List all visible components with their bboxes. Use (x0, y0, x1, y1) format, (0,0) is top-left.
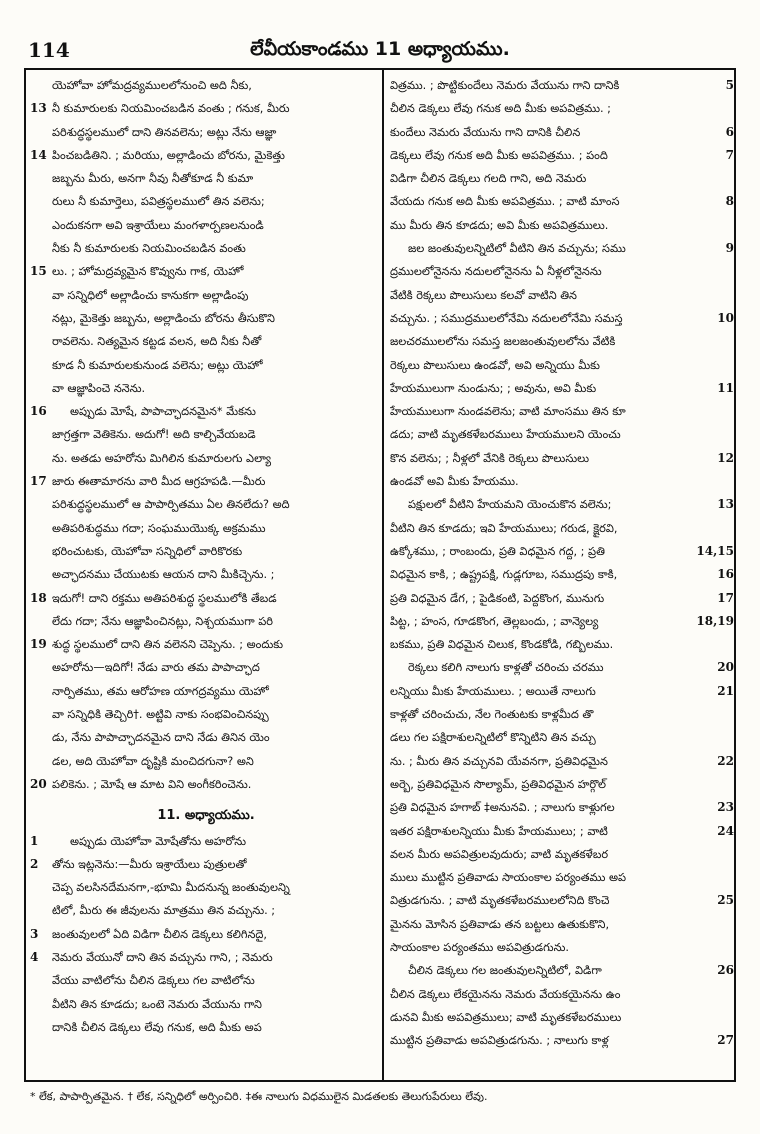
verse-text: తోను ఇట్లనెను:—మీరు ఇశ్రాయేలు పుత్రులతో (52, 857, 247, 871)
verse-number: 13 (717, 497, 734, 512)
verse-text: కాళ్లతో చరించుచు, నేల గెంతుటకు కాళ్లమీద తొ (390, 708, 594, 722)
right-verse-line (388, 470, 734, 493)
verse-text: కూడ నీ కుమారులకునుండ వలెను; అట్లు యెహో (52, 358, 263, 372)
verse-text: టిలో, మీరు ఈ జీవులను మాత్రము తిన వచ్చును. ; (52, 904, 276, 918)
verse-text: కుందేలు నెమరు వేయును గాని దానికి చీలిన (390, 125, 581, 139)
verse-text: డెక్కలు లేవు గనుక అది మీకు అపవిత్రము. ; పంది (390, 148, 608, 162)
verse-text: వేటికి రెక్కలు పొలుసులు కలవో వాటిని తిన (390, 288, 577, 302)
verse-text: ఉక్కోశము, ; రాంబందు, ప్రతి విధమైన గద్ద, ; ప్రతి (390, 544, 605, 558)
left-verse-line (30, 969, 382, 992)
verse-number: 20 (30, 776, 47, 791)
left-verse-line (30, 354, 382, 377)
verse-text: వా సన్నిధికి తెచ్చిరి†. అట్టివి నాకు సంభవించినప్పు (52, 708, 269, 722)
verse-text: యెహోవా హోమద్రవ్యములలోనుంచి అది నీకు, (52, 79, 252, 92)
left-verse-line (30, 74, 382, 97)
verse-text: ప్రతి విధమైన హగాబ్ ‡అనునవి. ; నాలుగు కాళ్లుగల (390, 801, 615, 815)
right-verse-line (388, 517, 734, 540)
left-verse-line (30, 190, 382, 213)
right-verse-line (388, 796, 734, 819)
verse-number: 13 (30, 101, 47, 116)
verse-number: 17 (30, 474, 47, 489)
verse-text: పలికెను. ; మోషే ఆ మాట విని అంగీకరించెను. (52, 777, 252, 791)
left-verse-line (30, 214, 382, 237)
verse-text: జల జంతువులన్నిటిలో వీటిని తిన వచ్చును; సము (408, 242, 626, 256)
left-verse-line (30, 97, 382, 120)
verse-text: నెమరు వేయునో దాని తిన వచ్చును గాని, ; నెమరు (52, 950, 273, 964)
right-verse-line (388, 121, 734, 144)
verse-number: 4 (30, 949, 39, 964)
verse-number: 14,15 (696, 543, 734, 558)
right-verse-line (388, 680, 734, 703)
verse-number: 2 (30, 856, 39, 871)
left-verse-line (30, 830, 382, 853)
verse-number: 22 (717, 753, 734, 768)
right-verse-line (388, 703, 734, 726)
left-verse-line (30, 237, 382, 260)
left-verse-line (30, 540, 382, 563)
left-verse-line (30, 899, 382, 922)
verse-number: 20 (717, 660, 734, 675)
verse-number: 26 (717, 963, 734, 978)
right-verse-line (388, 959, 734, 982)
verse-text: ద్రములలోనైనను నదులలోనైనను ఏ నీళ్లలోనైనను (390, 265, 602, 279)
verse-text: పక్షులలో వీటిని హేయమని యెంచుకొన వలెను; (408, 498, 612, 512)
left-verse-line (30, 167, 382, 190)
left-verse-line (30, 946, 382, 969)
verse-text: రెక్కలు పొలుసులు ఉండవో, అవి అన్నియు మీకు (390, 358, 600, 372)
verse-text: నార్పితము, తమ ఆరోహణ యాగద్రవ్యము యెహో (52, 684, 269, 698)
left-verse-line (30, 610, 382, 633)
left-verse-line (30, 330, 382, 353)
verse-number: 25 (717, 893, 734, 908)
right-verse-line (388, 1029, 734, 1052)
verse-text: జంతువులలో ఏది విడిగా చీలిన డెక్కలు కలిగినదై, (52, 927, 267, 941)
verse-text: మైనను మోసిన ప్రతివాడు తన బట్టలు ఉతుకుకొని, (390, 917, 610, 931)
left-verse-line (30, 656, 382, 679)
left-column (30, 74, 382, 1039)
right-verse-line (388, 913, 734, 936)
right-verse-line (388, 260, 734, 283)
bottom-rule (24, 1080, 736, 1082)
verse-text: కొన వలెను; ; నీళ్లలో వేనికి రెక్కలు పొలుసులు (390, 451, 590, 465)
verse-text: ను. అతడు అహరోను మిగిలిన కుమారులగు ఎల్యా (52, 451, 272, 465)
right-verse-line (388, 983, 734, 1006)
verse-text: ఇతర పక్షిరాశులన్నియు మీకు హేయములు; ; వాటి (390, 824, 608, 838)
verse-text: దానికి చీలిన డెక్కలు లేవు గనుక, అది మీకు అప (52, 1020, 262, 1034)
verse-number: 14 (30, 147, 47, 162)
right-column (388, 74, 734, 1052)
verse-text: లు. ; హోమద్రవ్యమైన కొవ్వును గాక, యెహో (52, 265, 244, 279)
right-verse-line (388, 214, 734, 237)
verse-number: 24 (717, 823, 734, 838)
right-verse-line (388, 377, 734, 400)
verse-number: 15 (30, 264, 47, 279)
left-verse-line (30, 993, 382, 1016)
page-title: లేవీయకాండము 11 అధ్యాయము. (250, 38, 510, 60)
verse-number: 27 (717, 1033, 734, 1048)
right-verse-line (388, 633, 734, 656)
right-verse-line (388, 773, 734, 796)
left-verse-line (30, 726, 382, 749)
verse-text: రెక్కలు కలిగి నాలుగు కాళ్లతో చరించు చరము (408, 661, 604, 675)
verse-text: రావలెను. నిత్యమైన కట్టడ వలన, అది నీకు నీతో (52, 335, 262, 349)
left-verse-line (30, 563, 382, 586)
verse-number: 17 (717, 590, 734, 605)
right-verse-line (388, 936, 734, 959)
verse-number: 18,19 (696, 613, 734, 628)
right-verse-line (388, 1006, 734, 1029)
verse-text: పిట్ట, ; హంస, గూడకొంగ, తెల్లబందు, ; వాన్యెల్య (390, 614, 599, 628)
right-verse-line (388, 750, 734, 773)
left-verse-line (30, 1016, 382, 1039)
left-verse-line (30, 633, 382, 656)
verse-text: నీ కుమారులకు నియమించబడిన వంతు ; గనుక, మీరు (52, 102, 290, 116)
verse-text: నట్లు, మైకెత్తు జబ్బను, అల్లాడించు బోరను తీసుకొని (52, 311, 275, 325)
left-verse-line (30, 284, 382, 307)
verse-text: చీలిన డెక్కలు గల జంతువులన్నిటిలో, విడిగా (408, 964, 602, 978)
verse-text: జాగ్రత్తగా వెతికెను. అదుగో! అది కాల్చివేయబడె (52, 428, 256, 442)
verse-text: ములు ముట్టిన ప్రతివాడు సాయంకాల పర్యంతము అప (390, 871, 627, 885)
left-verse-line (30, 517, 382, 540)
verse-number: 18 (30, 590, 47, 605)
column-divider (382, 70, 384, 1080)
left-verse-line (30, 923, 382, 946)
verse-text: వీటిని తిన కూడదు; ఇవి హేయములు; గరుడ, క్షైరవి, (390, 521, 618, 535)
right-verse-line (388, 656, 734, 679)
right-verse-line (388, 144, 734, 167)
right-verse-line (388, 307, 734, 330)
verse-text: ను. ; మీరు తిన వచ్చునవి యేవనగా, ప్రతివిధమైన (390, 754, 608, 768)
right-verse-line (388, 610, 734, 633)
page-header (24, 34, 736, 68)
verse-number: 16 (30, 404, 47, 419)
verse-text: ఉండవో అవి మీకు హేయము. (390, 475, 519, 489)
verse-number: 21 (717, 683, 734, 698)
left-verse-line (30, 680, 382, 703)
right-verse-line (388, 540, 734, 563)
verse-number: 9 (725, 241, 734, 256)
verse-text: జలచరములలోను సమస్త జలజంతువులలోను వేటికి (390, 335, 616, 349)
verse-text: లన్నియు మీకు హేయములు. ; అయితే నాలుగు (390, 684, 596, 698)
verse-text: చీలిన డెక్కలు లేవు గనుక అది మీకు అపవిత్రము. ; (390, 102, 611, 116)
right-verse-line (388, 587, 734, 610)
verse-text: డలు గల పక్షిరాశులన్నిటిలో కొన్నిటిని తిన వచ్చు (390, 731, 596, 745)
verse-number: 3 (30, 926, 39, 941)
verse-number: 6 (725, 124, 734, 139)
verse-text: ఎందుకనగా అవి ఇశ్రాయేలు మంగళార్పణలనుండి (52, 218, 264, 232)
left-verse-line (30, 144, 382, 167)
right-verse-line (388, 820, 734, 843)
verse-text: వా సన్నిధిలో అల్లాడించు కానుకగా అల్లాడింపు (52, 288, 249, 302)
verse-text: అప్పుడు మోషే, పాపాచ్ఛాదనమైన* మేకను (70, 405, 256, 419)
left-verse-line (30, 587, 382, 610)
right-verse-line (388, 74, 734, 97)
left-verse-line (30, 377, 382, 400)
verse-text: వా ఆజ్ఞాపించె ననెను. (52, 381, 146, 395)
verse-text: హేయములుగా నుండవలెను; వాటి మాంసము తిన కూ (390, 405, 626, 419)
right-verse-line (388, 330, 734, 353)
left-verse-line (30, 447, 382, 470)
page-number: 114 (28, 38, 70, 62)
right-verse-line (388, 97, 734, 120)
left-verse-line (30, 260, 382, 283)
verse-number: 5 (725, 78, 734, 92)
verse-number: 16 (717, 567, 734, 582)
verse-text: డల, అది యెహోవా దృష్టికి మంచిదగునా? అని (52, 754, 254, 768)
verse-text: విత్రుడగును. ; వాటి మృతకళేబరములలోనిది కొంచె (390, 894, 610, 908)
verse-number: 10 (717, 310, 734, 325)
verse-number: 11 (717, 380, 734, 395)
right-verse-line (388, 400, 734, 423)
verse-number: 7 (725, 147, 734, 162)
verse-text: వేయదు గనుక అది మీకు అపవిత్రము. ; వాటి మాంస (390, 195, 620, 209)
verse-number: 1 (30, 833, 39, 848)
verse-text: వలన మీరు అపవిత్రులవుదురు; వాటి మృతకళేబర (390, 847, 609, 861)
footnote: * లేక, పాపార్పితమైన. † లేక, సన్నిధిలో అర్పించిరి. ‡ఈ నాలుగు విధములైన మిడతలకు తెలుగుపేరులు లేవు. (30, 1090, 488, 1103)
left-verse-line (30, 400, 382, 423)
verse-text: వీటిని తిన కూడదు; ఒంటె నెమరు వేయును గాని (52, 997, 262, 1011)
verse-text: అహరోను—ఇదిగో! నేడు వారు తమ పాపాచ్ఛాద (52, 661, 260, 675)
verse-text: విడిగా చీలిన డెక్కలు గలది గాని, అది నెమరు (390, 172, 587, 186)
verse-text: నీకు నీ కుమారులకు నియమించబడిన వంతు (52, 242, 246, 256)
verse-text: విత్రము. ; పొట్టికుందేలు నెమరు వేయును గాని దానికి (390, 79, 620, 92)
right-verse-line (388, 866, 734, 889)
verse-text: ముట్టిన ప్రతివాడు అపవిత్రుడగును. ; నాలుగు కాళ్ల (390, 1034, 609, 1048)
verse-text: పించబడితిని. ; మరియు, అల్లాడించు బోరను, మైకెత్తు (52, 148, 285, 162)
verse-text: ప్రతి విధమైన డేగ, ; పైడికంటి, పెద్దకొంగ, మునుగు (390, 591, 605, 605)
right-verse-line (388, 889, 734, 912)
right-verse-line (388, 237, 734, 260)
verse-number: 23 (717, 800, 734, 815)
right-verse-line (388, 843, 734, 866)
verse-text: డదు; వాటి మృతకళేబరములు హేయములని యెంచు (390, 428, 621, 442)
left-verse-line (30, 750, 382, 773)
chapter-heading: 11. అధ్యాయము. (157, 808, 255, 824)
verse-text: వచ్చును. ; సముద్రములలోనేమి నదులలోనేమి సమస్త (390, 311, 623, 325)
left-verse-line (30, 470, 382, 493)
left-verse-line (30, 876, 382, 899)
verse-number: 19 (30, 637, 47, 652)
right-verse-line (388, 563, 734, 586)
verse-text: ము మీరు తిన కూడదు; అవి మీకు అపవిత్రములు. (390, 218, 609, 232)
left-verse-line (30, 121, 382, 144)
verse-text: అతిపరిశుద్ధము గదా; సంఘముయొక్క అక్రమము (52, 521, 266, 535)
verse-text: డునవి మీకు అపవిత్రములు; వాటి మృతకళేబరములు (390, 1010, 622, 1024)
right-verse-line (388, 493, 734, 516)
verse-text: జారు ఈతామారను వారి మీద ఆగ్రహపడి.—మీరు (52, 475, 266, 489)
verse-text: పరిశుద్ధస్థలములో దాని తినవలెను; అట్లు నేను ఆజ్ఞా (52, 125, 277, 139)
verse-number: 12 (717, 450, 734, 465)
verse-text: హేయములుగా నుండును; ; అవును, అవి మీకు (390, 381, 597, 395)
page (24, 34, 736, 1103)
verse-text: రులు నీ కుమార్తెలు, పవిత్రస్థలములో తిన వలెను; (52, 195, 265, 209)
left-verse-line (30, 853, 382, 876)
verse-text: ఇదుగో! దాని రక్తము అతిపరిశుద్ధ స్థలములోకి తేబడ (52, 591, 277, 605)
verse-text: విధమైన కాకి, ; ఉష్ట్రపక్షి, గుడ్లగూబ, సముద్రపు కాకి, (390, 568, 618, 582)
right-verse-line (388, 726, 734, 749)
left-verse-line (30, 423, 382, 446)
right-verse-line (388, 354, 734, 377)
verse-text: అప్పుడు యెహోవా మోషేతోను అహరోను (70, 834, 247, 848)
left-verse-line (30, 703, 382, 726)
text-frame (24, 70, 736, 1080)
verse-number: 8 (725, 194, 734, 209)
verse-text: డు, నేను పాపాచ్ఛాదనమైన దాని నేడు తినిన యెం (52, 731, 270, 745)
verse-text: సాయంకాల పర్యంతము అపవిత్రుడగును. (390, 940, 570, 954)
verse-text: చీలిన డెక్కలు లేకయైనను నెమరు వేయకయైనను ఉం (390, 987, 621, 1001)
left-verse-line (30, 493, 382, 516)
left-verse-line (30, 307, 382, 330)
verse-text: లేదు గదా; నేను ఆజ్ఞాపించినట్లు, నిశ్చయముగా పరి (52, 614, 273, 628)
verse-text: శుద్ధ స్థలములో దాని తిన వలెనని చెప్పెను. ; అందుకు (52, 638, 284, 652)
right-verse-line (388, 423, 734, 446)
verse-text: బకము, ప్రతి విధమైన చిలుక, కొండకోడి, గబ్బిలము. (390, 638, 614, 652)
verse-text: చెప్ప వలసినదేమనగా,-భూమి మీదనున్న జంతువులన్ని (52, 881, 290, 895)
left-verse-line (30, 773, 382, 796)
verse-text: అచ్ఛాదనము చేయుటకు ఆయన దాని మీకిచ్చెను. ; (52, 568, 275, 582)
right-verse-line (388, 190, 734, 213)
right-verse-line (388, 167, 734, 190)
verse-text: జబ్బను మీరు, అనగా నీవు నీతోకూడ నీ కుమా (52, 172, 254, 186)
right-verse-line (388, 447, 734, 470)
verse-text: పరిశుద్ధస్థలములో ఆ పాపార్పితము ఏల తినలేదు? అది (52, 498, 290, 512)
verse-text: భరించుటకు, యెహోవా సన్నిధిలో వారికొరకు (52, 544, 243, 558)
verse-text: వేయు వాటిలోను చీలిన డెక్కలు గల వాటిలోను (52, 974, 255, 988)
verse-text: అర్బె, ప్రతివిధమైన సొల్యామ్, ప్రతివిధమైన హర్గొల్ (390, 777, 607, 791)
right-verse-line (388, 284, 734, 307)
